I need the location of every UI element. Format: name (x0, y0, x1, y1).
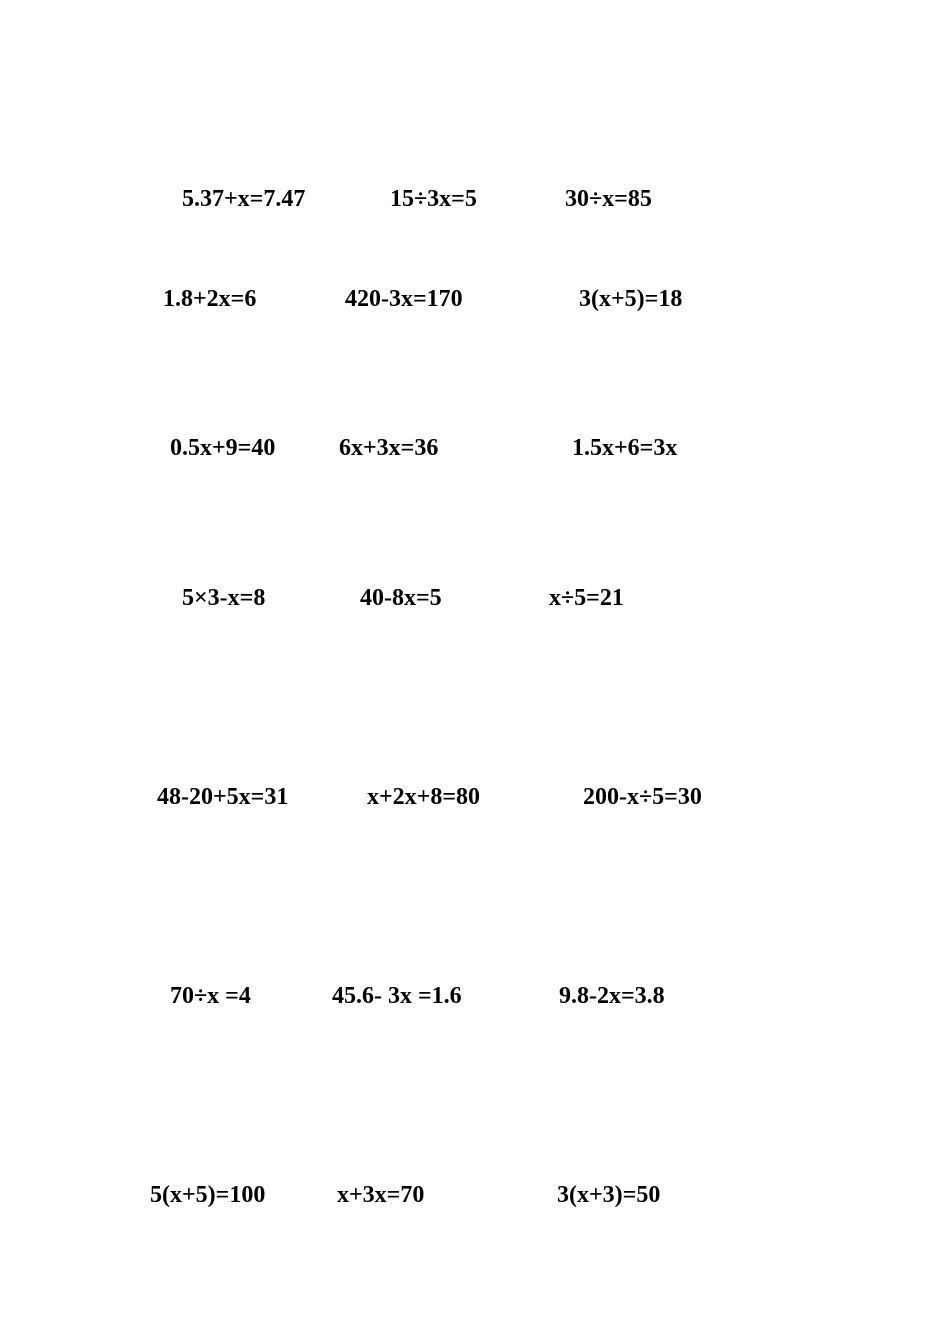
equation: x÷5=21 (549, 585, 624, 611)
equation: x+2x+8=80 (367, 784, 481, 810)
equation: 5×3-x=8 (182, 585, 266, 611)
equation: x+3x=70 (337, 1182, 425, 1208)
equation: 15÷3x=5 (390, 186, 477, 212)
equation: 9.8-2x=3.8 (559, 983, 665, 1009)
equation: 6x+3x=36 (339, 435, 439, 461)
equation: 70÷x =4 (170, 983, 251, 1009)
equation: 40-8x=5 (360, 585, 442, 611)
equation: 1.8+2x=6 (163, 286, 257, 312)
equation: 200-x÷5=30 (583, 784, 702, 810)
equation: 48-20+5x=31 (157, 784, 289, 810)
equation: 5(x+5)=100 (150, 1182, 266, 1208)
equation: 0.5x+9=40 (170, 435, 276, 461)
equation: 5.37+x=7.47 (182, 186, 306, 212)
equation: 30÷x=85 (565, 186, 652, 212)
equation: 3(x+3)=50 (557, 1182, 661, 1208)
equation: 420-3x=170 (345, 286, 463, 312)
equation: 45.6- 3x =1.6 (332, 983, 462, 1009)
equation: 1.5x+6=3x (572, 435, 678, 461)
equation: 3(x+5)=18 (579, 286, 683, 312)
